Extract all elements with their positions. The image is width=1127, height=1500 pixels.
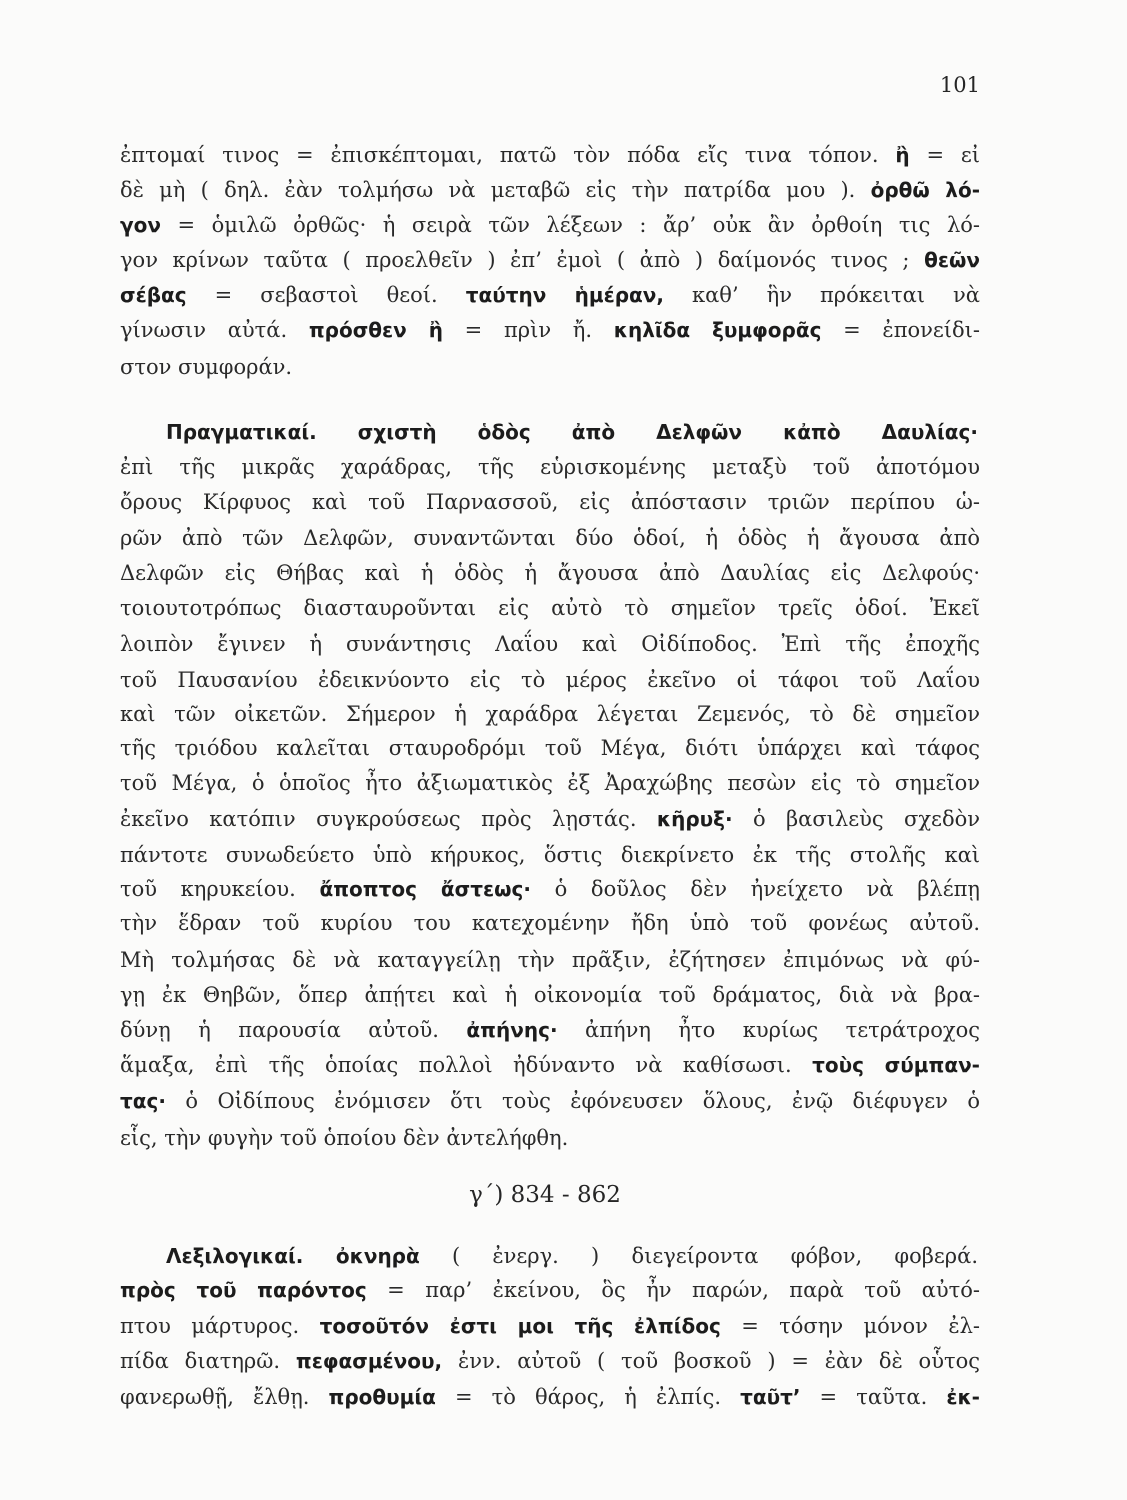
text-run: ρῶν ἀπὸ τῶν Δελφῶν, συναντῶνται δύο ὁδοί, ἡ ὁδὸς ἡ ἄγουσα ἀπὸ xyxy=(120,526,980,550)
text-line xyxy=(120,555,980,591)
bold-lemma: ἀπήνης· xyxy=(466,1018,558,1042)
text-run: φανερωθῇ, ἔλθῃ. xyxy=(120,1385,329,1409)
text-run: ὁ Οἰδίπους ἐνόμισεν ὅτι τοὺς ἐφόνευσεν ὅλους, ἐνῷ διέφυγεν ὁ xyxy=(165,1089,980,1113)
text-line xyxy=(120,172,980,208)
bold-lemma: κῆρυξ· xyxy=(656,807,733,831)
text-line xyxy=(120,137,980,173)
commentary-paragraph-lexilogikai xyxy=(0,1238,1127,1415)
text-run: = ἐπονείδι- xyxy=(821,318,980,342)
text-run: τοιουτοτρόπως διασταυροῦνται εἰς αὐτὸ τὸ σημεῖον τρεῖς ὁδοί. Ἐκεῖ xyxy=(120,596,980,620)
text-run: τοῦ Παυσανίου ἐδεικνύοντο εἰς τὸ μέρος ἐκεῖνο οἱ τάφοι τοῦ Λαΐου xyxy=(120,668,980,692)
text-run: = παρ’ ἐκείνου, ὃς ἦν παρών, παρὰ τοῦ αὐτό- xyxy=(366,1278,980,1302)
text-line xyxy=(166,1238,978,1274)
text-run: Δελφῶν εἰς Θήβας καὶ ἡ ὁδὸς ἡ ἄγουσα ἀπὸ Δαυλίας εἰς Δελφούς· xyxy=(120,561,980,585)
text-line xyxy=(120,1120,980,1156)
text-line xyxy=(120,312,980,348)
text-line xyxy=(120,590,980,626)
text-run: ἅμαξα, ἐπὶ τῆς ὁποίας πολλοὶ ἠδύναντο νὰ καθίσωσι. xyxy=(120,1053,813,1077)
text-line xyxy=(120,484,980,520)
text-run: τοῦ κηρυκείου. xyxy=(120,877,320,901)
text-run: εἷς, τὴν φυγὴν τοῦ ὁποίου δὲν ἀντελήφθη. xyxy=(120,1126,569,1150)
text-run: στον συμφοράν. xyxy=(120,355,293,379)
text-line xyxy=(120,449,980,485)
text-run: ἀπήνη ἦτο κυρίως τετράτροχος xyxy=(557,1018,980,1042)
section-lead-heading: Πραγματικαί. σχιστὴ ὁδὸς ἀπὸ Δελφῶν κἀπὸ Δαυλίας· xyxy=(166,420,978,444)
bold-lemma: ἐκ- xyxy=(946,1385,980,1409)
text-line xyxy=(120,277,980,313)
bold-lemma: ταῦτ’ xyxy=(740,1385,801,1409)
text-run: καθ’ ἣν πρόκειται νὰ xyxy=(663,283,980,307)
text-run: γίνωσιν αὐτά. xyxy=(120,318,309,342)
text-run: ἐνν. αὐτοῦ ( τοῦ βοσκοῦ ) = ἐὰν δὲ οὗτος xyxy=(442,1349,980,1373)
bold-lemma: τας· xyxy=(120,1089,166,1113)
bold-lemma: πρόσθεν ἢ xyxy=(308,318,443,342)
bold-lemma: κηλῖδα ξυμφορᾶς xyxy=(613,318,822,342)
text-line xyxy=(166,414,978,450)
text-run: = τόσην μόνον ἐλ- xyxy=(720,1314,980,1338)
text-line xyxy=(120,662,980,698)
bold-lemma: ὀρθῶ λό- xyxy=(870,178,980,202)
text-line xyxy=(120,520,980,556)
text-line xyxy=(120,1343,980,1379)
text-run: τοῦ Μέγα, ὁ ὁποῖος ἦτο ἀξιωματικὸς ἐξ Ἀραχώβης πεσὼν εἰς τὸ σημεῖον xyxy=(120,771,980,795)
bold-lemma: πεφασμένου, xyxy=(295,1349,443,1373)
text-run: ὁ δοῦλος δὲν ἠνείχετο νὰ βλέπῃ xyxy=(530,877,980,901)
text-run: δὲ μὴ ( δηλ. ἐὰν τολμήσω νὰ μεταβῶ εἰς τὴν πατρίδα μου ). xyxy=(120,178,871,202)
text-line xyxy=(120,1047,980,1083)
text-line xyxy=(120,242,980,278)
text-line xyxy=(120,730,980,766)
text-run: ὁ βασιλεὺς σχεδὸν xyxy=(732,807,980,831)
text-line xyxy=(120,1308,980,1344)
text-line xyxy=(120,765,980,801)
commentary-paragraph-continued xyxy=(0,137,1127,385)
text-run: καὶ τῶν οἰκετῶν. Σήμερον ἡ χαράδρα λέγεται Ζεμενός, τὸ δὲ σημεῖον xyxy=(120,702,980,726)
bold-lemma: προθυμία xyxy=(328,1385,436,1409)
text-line xyxy=(120,1012,980,1048)
text-run: ὄρους Κίρφυος καὶ τοῦ Παρνασσοῦ, εἰς ἀπόστασιν τριῶν περίπου ὡ- xyxy=(120,490,980,514)
text-line xyxy=(120,349,980,385)
text-run: τῆς τριόδου καλεῖται σταυροδρόμι τοῦ Μέγα, διότι ὑπάρχει καὶ τάφος xyxy=(120,736,980,760)
text-run: δύνῃ ἡ παρουσία αὐτοῦ. xyxy=(120,1018,467,1042)
bold-lemma: ἢ xyxy=(895,143,910,167)
text-run: ἐπὶ τῆς μικρᾶς χαράδρας, τῆς εὑρισκομένης μεταξὺ τοῦ ἀποτόμου xyxy=(120,455,980,479)
text-run: ἐπτομαί τινος = ἐπισκέπτομαι, πατῶ τὸν πόδα εἴς τινα τόπον. xyxy=(120,143,896,167)
text-line xyxy=(120,905,980,941)
text-line xyxy=(120,837,980,873)
text-run: = τὸ θάρος, ἡ ἐλπίς. xyxy=(435,1385,741,1409)
text-line xyxy=(120,1379,980,1415)
text-line xyxy=(120,942,980,978)
bold-lemma: τοσοῦτόν ἐστι μοι τῆς ἐλπίδος xyxy=(319,1314,721,1338)
text-line xyxy=(120,871,980,907)
text-run: ἐκεῖνο κατόπιν συγκρούσεως πρὸς λῃστάς. xyxy=(120,807,657,831)
bold-lemma: πρὸς τοῦ παρόντος xyxy=(120,1278,367,1302)
text-run: γον κρίνων ταῦτα ( προελθεῖν ) ἐπ’ ἐμοὶ ( ἀπὸ ) δαίμονός τινος ; xyxy=(120,248,925,272)
text-run: = ὁμιλῶ ὀρθῶς· ἡ σειρὰ τῶν λέξεων : ἄρ’ οὐκ ἂν ὀρθοίη τις λό- xyxy=(161,213,980,237)
text-line xyxy=(120,1083,980,1119)
bold-lemma: θεῶν xyxy=(924,248,980,272)
text-run: γῃ ἐκ Θηβῶν, ὅπερ ἀπῄτει καὶ ἡ οἰκονομία τοῦ δράματος, διὰ νὰ βρα- xyxy=(120,983,980,1007)
text-run: πίδα διατηρῶ. xyxy=(120,1349,296,1373)
text-line xyxy=(120,626,980,662)
bold-lemma: ταύτην ἡμέραν, xyxy=(465,283,664,307)
text-run: ( ἐνεργ. ) διεγείροντα φόβον, φοβερά. xyxy=(419,1244,979,1268)
text-run: τὴν ἕδραν τοῦ κυρίου του κατεχομένην ἤδη ὑπὸ τοῦ φονέως αὐτοῦ. xyxy=(120,911,980,935)
bold-lemma: σέβας xyxy=(120,283,187,307)
commentary-paragraph-pragmatikai xyxy=(0,414,1127,1156)
page-number: 101 xyxy=(939,73,980,97)
text-run: πάντοτε συνωδεύετο ὑπὸ κήρυκος, ὅστις διεκρίνετο ἐκ τῆς στολῆς καὶ xyxy=(120,843,980,867)
bold-lemma: τοὺς σύμπαν- xyxy=(812,1053,980,1077)
text-run: = ταῦτα. xyxy=(800,1385,947,1409)
text-line xyxy=(120,801,980,837)
section-lead-heading: Λεξιλογικαί. ὀκνηρὰ xyxy=(166,1244,420,1268)
text-run: Μὴ τολμήσας δὲ νὰ καταγγείλῃ τὴν πρᾶξιν, ἐζήτησεν ἐπιμόνως νὰ φύ- xyxy=(120,948,980,972)
text-line xyxy=(120,207,980,243)
text-run: λοιπὸν ἔγινεν ἡ συνάντησις Λαΐου καὶ Οἰδίποδος. Ἐπὶ τῆς ἐποχῆς xyxy=(120,632,980,656)
text-run: = εἰ xyxy=(909,143,980,167)
section-heading: γ΄) 834 - 862 xyxy=(469,1182,621,1208)
text-line xyxy=(120,1272,980,1308)
text-run: = σεβαστοὶ θεοί. xyxy=(186,283,466,307)
text-run: πτου μάρτυρος. xyxy=(120,1314,320,1338)
bold-lemma: ἄποπτος ἄστεως· xyxy=(319,877,531,901)
text-run: = πρὶν ἤ. xyxy=(442,318,614,342)
text-line xyxy=(120,977,980,1013)
text-line xyxy=(120,696,980,732)
bold-lemma: γον xyxy=(120,213,161,237)
